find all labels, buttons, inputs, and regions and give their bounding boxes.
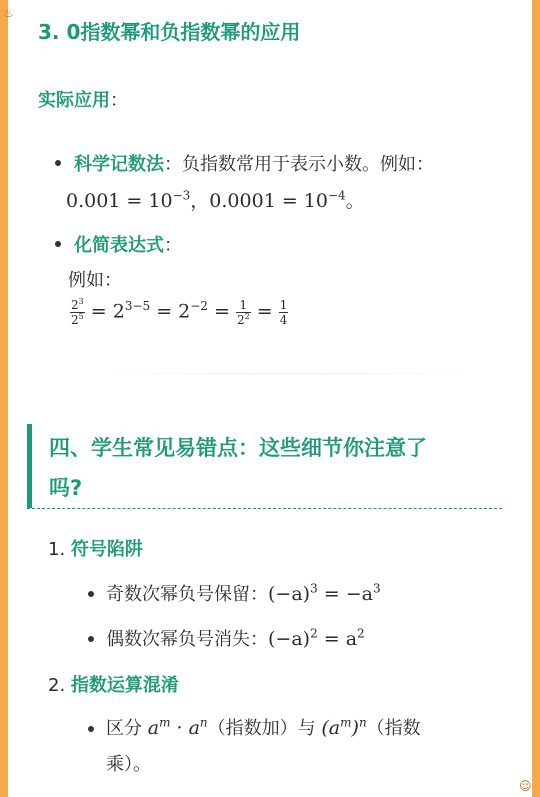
document-card [8,0,532,797]
list-item-odd-power: 奇数次幂负号保留：$(-a)^3 = -a^3$ [106,581,381,605]
section-divider [98,373,478,374]
heading-dashed-rule [27,508,502,509]
sci-notation-formula: $0.001 = 10^{-3}$，$0.0001 = 10^{-4}$。 [66,188,365,212]
section-heading-mistakes: 四、学生常见易错点：这些细节你注意了 吗? [49,436,427,500]
numbered-item-exponent-confusion: 2. 指数运算混淆 [48,675,179,696]
bullet-dot [88,636,94,642]
list-item-simplify: 化简表达式： [74,235,182,256]
example-label: 例如： [68,270,122,291]
bullet-dot [88,726,94,732]
list-item-distinguish-continued: 乘）。 [106,754,151,775]
bullet-dot [55,241,61,247]
list-item-even-power: 偶数次幂负号消失：$(-a)^2 = a^2$ [106,626,365,650]
subheading: 实际应用： [38,90,128,111]
corner-cat-icon: ☺ [519,779,532,793]
section-heading: 3. 0指数幂和负指数幂的应用 [38,20,301,44]
simplify-formula: $\frac{2^3}{2^5}$ = $2^{3-5} = 2^{-2}$ = $\frac{1}{2^2}$ = $\frac{1}{4}$ [71,297,288,327]
numbered-item-sign-trap: 1. 符号陷阱 [48,539,143,560]
heading-accent-bar [27,424,32,508]
list-item-distinguish: 区分 $a^m \cdot a^n$（指数加）与 $(a^m)^n$（指数 [106,715,421,739]
corner-flame-icon: ♨ [3,6,14,20]
bullet-dot [88,591,94,597]
subheading-label: 实际应用 [38,90,110,111]
bullet-dot [55,160,61,166]
sci-notation-label: 科学记数法 [74,154,164,175]
list-item-sci-notation: 科学记数法：负指数常用于表示小数。例如： [74,154,434,175]
simplify-label: 化简表达式 [74,235,164,256]
